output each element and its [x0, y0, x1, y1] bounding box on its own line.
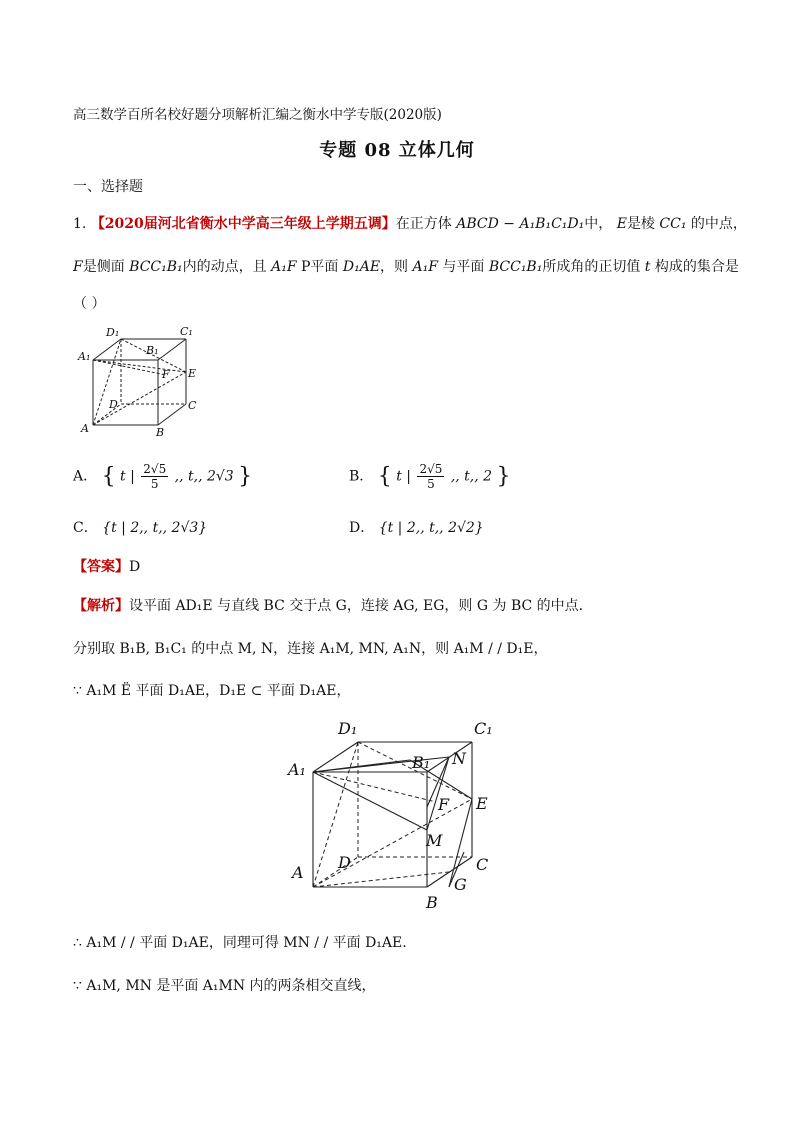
label-c1: C₁: [474, 719, 493, 738]
cube-figure-large: [286, 712, 506, 912]
label-d: D: [109, 398, 118, 411]
option-a-label: A．: [73, 468, 98, 485]
segment-a1f: A₁F: [271, 259, 297, 275]
label-b1: B₁: [146, 344, 159, 357]
text: 是棱: [626, 216, 655, 232]
brace-icon: }: [496, 464, 511, 489]
text: 构成的集合是: [654, 259, 739, 275]
face-bcc1b1: BCC₁B₁: [488, 259, 543, 275]
option-a-pre: t |: [120, 468, 135, 485]
text: ，则: [380, 259, 409, 275]
option-d-text: {t | 2,, t,, 2√2}: [378, 520, 484, 536]
option-b-label: B．: [349, 468, 374, 485]
label-a: A: [81, 422, 89, 435]
brace-icon: {: [101, 464, 116, 489]
label-b: B: [426, 893, 438, 912]
text: 中，: [584, 216, 613, 232]
face-bcc1b1: BCC₁B₁: [129, 259, 183, 275]
page-title: 专题 08 立体几何: [319, 140, 475, 161]
label-a1: A₁: [288, 760, 306, 779]
text: 在正方体: [395, 216, 452, 232]
text: P平面: [301, 259, 339, 275]
analysis-text-1: 设平面 AD₁E 与直线 BC 交于点 G，连接 AG, EG，则 G 为 BC 的中点.: [129, 598, 584, 614]
analysis-tag: 【解析】: [73, 598, 129, 614]
text: 的中点，: [690, 216, 747, 232]
question-1-line-1: [73, 213, 747, 233]
option-c[interactable]: [73, 517, 207, 537]
brace-icon: }: [238, 464, 253, 489]
point-f: F: [73, 259, 83, 275]
answer-line: [73, 556, 140, 576]
text: 内的动点，且: [182, 259, 267, 275]
option-b-pre: t |: [396, 468, 411, 485]
question-number: 1.: [73, 216, 87, 232]
analysis-line-1: [73, 595, 583, 615]
segment-a1f: A₁F: [412, 259, 438, 275]
numerator: 2√5: [143, 462, 167, 476]
label-a1: A₁: [78, 350, 91, 363]
analysis-line-4: ∴ A₁M / / 平面 D₁AE，同理可得 MN / / 平面 D₁AE.: [73, 935, 407, 951]
option-d-label: D．: [349, 520, 375, 536]
option-d[interactable]: [349, 517, 484, 537]
option-b[interactable]: [349, 462, 511, 491]
label-b1: B₁: [412, 753, 431, 772]
label-e: E: [188, 367, 197, 380]
text: 所成角的正切值: [542, 259, 641, 275]
analysis-line-3: ∵ A₁M Ë 平面 D₁AE，D₁E ⊂ 平面 D₁AE，: [73, 683, 351, 699]
label-c1: C₁: [180, 325, 193, 338]
label-d: D: [338, 853, 351, 872]
point-e: E: [616, 216, 627, 232]
fraction: [141, 462, 168, 491]
text: 是侧面: [82, 259, 125, 275]
label-n: N: [452, 749, 466, 768]
analysis-line-2: 分别取 B₁B, B₁C₁ 的中点 M, N，连接 A₁M, MN, A₁N，则 A₁M / / D₁E，: [73, 641, 548, 657]
option-c-label: C．: [73, 520, 98, 536]
document-header: 高三数学百所名校好题分项解析汇编之衡水中学专版(2020版): [73, 107, 442, 123]
fraction: [417, 462, 444, 491]
label-d1: D₁: [338, 719, 358, 738]
section-heading: 一、选择题: [73, 179, 143, 195]
text: 与平面: [442, 259, 485, 275]
label-d1: D₁: [106, 326, 120, 339]
label-c: C: [476, 855, 489, 874]
option-b-post: ,, t,, 2: [450, 468, 493, 485]
edge-cc1: CC₁: [659, 216, 687, 232]
label-g: G: [454, 875, 467, 894]
denominator: 5: [150, 477, 159, 491]
option-a[interactable]: [73, 462, 252, 491]
numerator: 2√5: [419, 462, 443, 476]
option-a-post: ,, t,, 2√3: [174, 468, 234, 485]
option-c-text: {t | 2,, t,, 2√3}: [102, 520, 208, 536]
question-1-line-2: [73, 256, 739, 276]
answer-tag: 【答案】: [73, 559, 129, 575]
label-b: B: [156, 426, 165, 439]
label-e: E: [476, 794, 488, 813]
label-c: C: [188, 399, 197, 412]
brace-icon: {: [377, 464, 392, 489]
answer-parentheses: （ ）: [73, 296, 106, 312]
plane-d1ae: D₁AE: [342, 259, 381, 275]
cube-name: ABCD − A₁B₁C₁D₁: [456, 216, 585, 232]
cube-figure-small: [76, 322, 206, 440]
label-m: M: [426, 831, 443, 850]
label-a: A: [292, 863, 304, 882]
label-f: F: [438, 795, 450, 814]
answer-value: D: [129, 559, 141, 575]
denominator: 5: [427, 477, 435, 491]
label-f: F: [162, 368, 170, 381]
question-source: 【2020届河北省衡水中学高三年级上学期五调】: [90, 216, 396, 232]
analysis-line-5: ∵ A₁M, MN 是平面 A₁MN 内的两条相交直线，: [73, 978, 376, 994]
variable-t: t: [644, 259, 651, 275]
